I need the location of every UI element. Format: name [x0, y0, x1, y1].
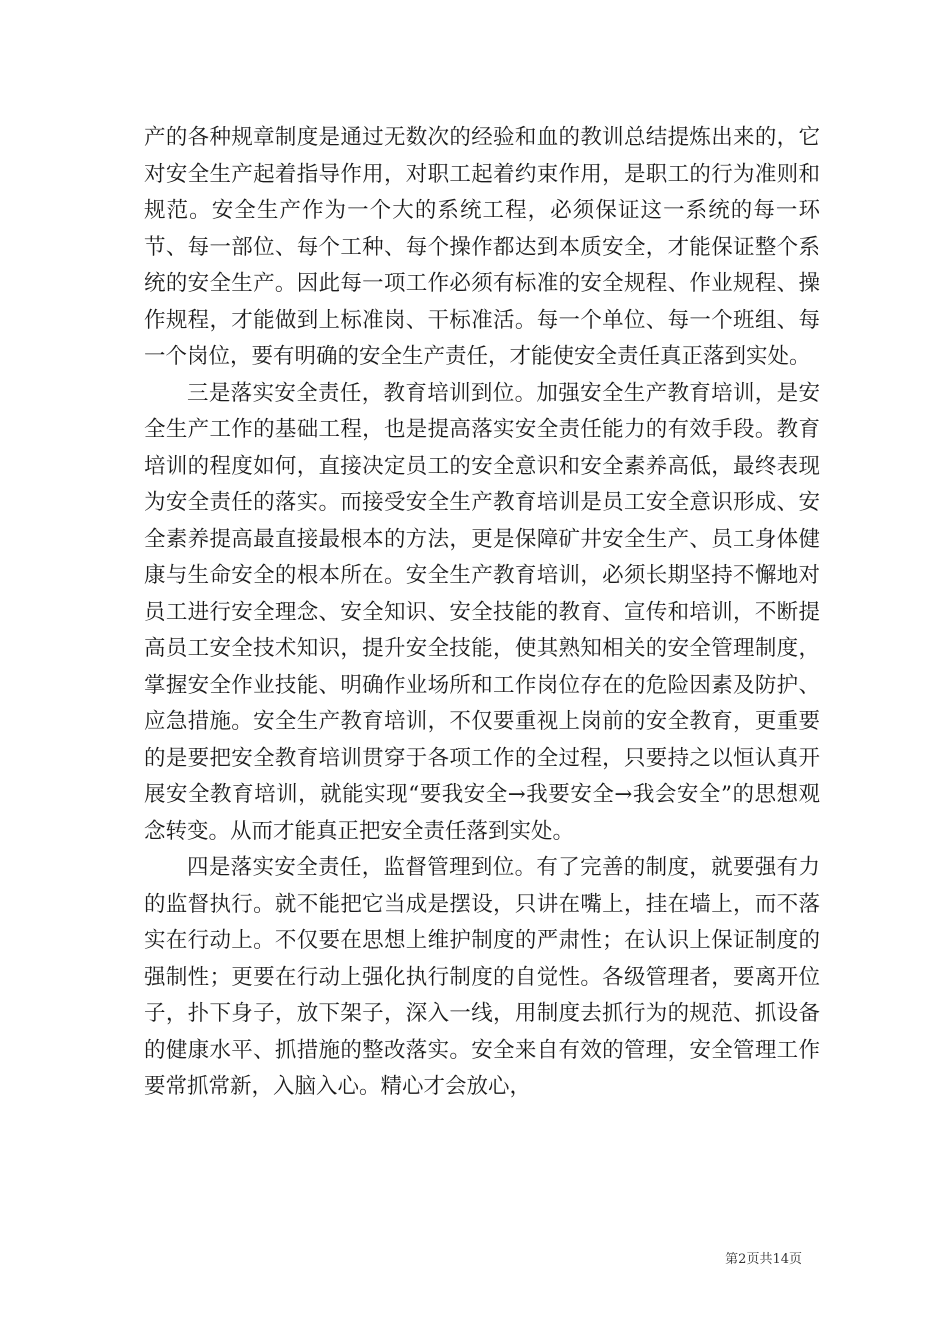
paragraph-continuation: 产的各种规章制度是通过无数次的经验和血的教训总结提炼出来的，它对安全生产起着指导作用，对职工起着约束作用，是职工的行为准则和规范。安全生产作为一个大的系统工程，必须保证这一系统的每一环节、每一部位、每个工种、每个操作都达到本质安全，才能保证整个系统的安全生产。因此每一项工作必须有标准的安全规程、作业规程、操作规程，才能做到上标准岗、干标准活。每一个单位、每一个班组、每一个岗位，要有明确的安全生产责任，才能使安全责任真正落到实处。: [144, 125, 820, 369]
document-body: [144, 120, 820, 1106]
page-number-footer: 第2页共14页: [725, 1252, 802, 1267]
paragraph-education-training: 三是落实安全责任，教育培训到位。加强安全生产教育培训，是安全生产工作的基础工程，也是提高落实安全责任能力的有效手段。教育培训的程度如何，直接决定员工的安全意识和安全素养高低，最终表现为安全责任的落实。而接受安全生产教育培训是员工安全意识形成、安全素养提高最直接最根本的方法，更是保障矿井安全生产、员工身体健康与生命安全的根本所在。安全生产教育培训，必须长期坚持不懈地对员工进行安全理念、安全知识、安全技能的教育、宣传和培训，不断提高员工安全技术知识，提升安全技能，使其熟知相关的安全管理制度，掌握安全作业技能、明确作业场所和工作岗位存在的危险因素及防护、应急措施。安全生产教育培训，不仅要重视上岗前的安全教育，更重要的是要把安全教育培训贯穿于各项工作的全过程，只要持之以恒认真开展安全教育培训，就能实现“要我安全→我要安全→我会安全”的思想观念转变。从而才能真正把安全责任落到实处。: [144, 380, 820, 844]
paragraph-supervision-management: 四是落实安全责任，监督管理到位。有了完善的制度，就要强有力的监督执行。就不能把它当成是摆设，只讲在嘴上，挂在墙上，而不落实在行动上。不仅要在思想上维护制度的严肃性；在认识上保证制度的强制性；更要在行动上强化执行制度的自觉性。各级管理者，要离开位子，扑下身子，放下架子，深入一线，用制度去抓行为的规范、抓设备的健康水平、抓措施的整改落实。安全来自有效的管理，安全管理工作要常抓常新，入脑入心。精心才会放心，: [144, 855, 820, 1099]
